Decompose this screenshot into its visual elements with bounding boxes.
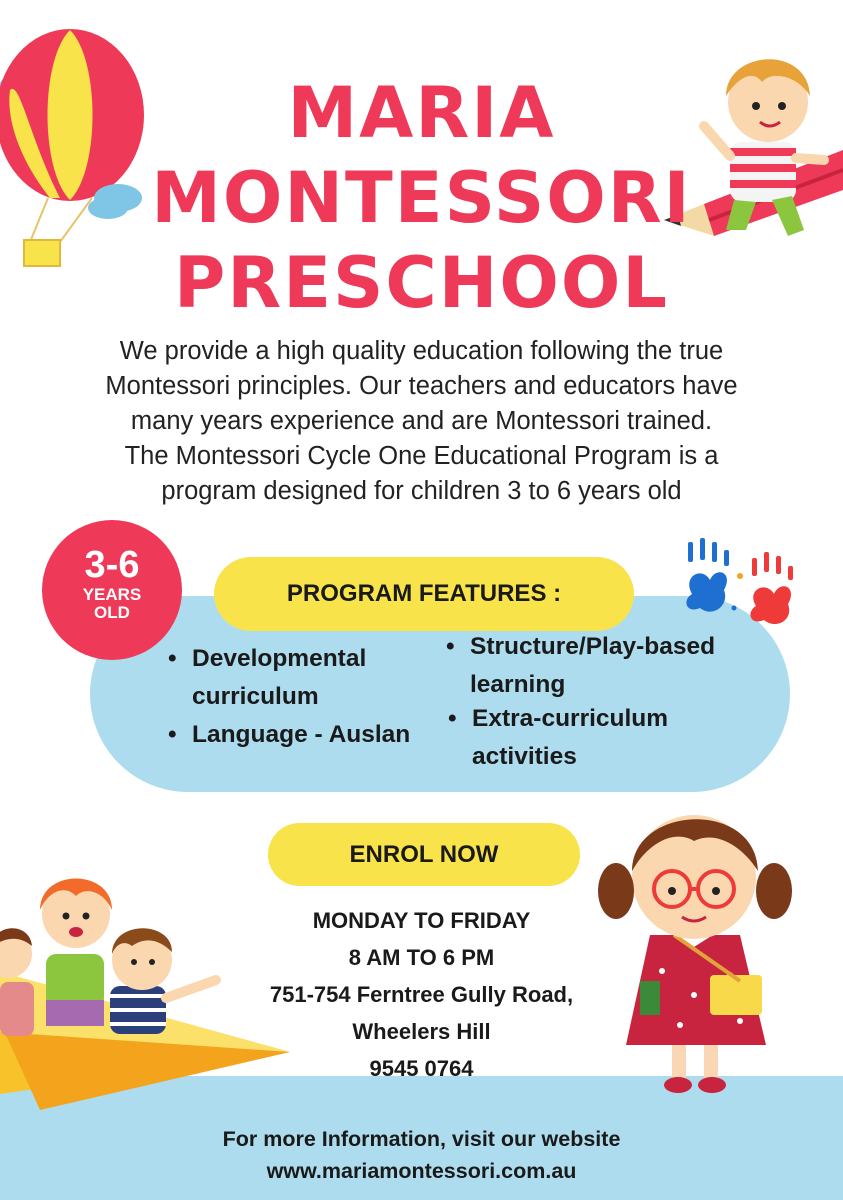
age-range: 3-6 — [84, 544, 140, 586]
feature-label: Extra-curriculum activities — [472, 705, 669, 770]
intro-line: program designed for children 3 to 6 years old — [161, 477, 682, 505]
feature-item — [446, 628, 760, 704]
bullet: • — [168, 645, 177, 672]
intro-paragraph — [70, 334, 773, 509]
age-label-old: OLD — [94, 603, 130, 622]
intro-line: Montessori principles. Our teachers and educators have — [105, 372, 738, 400]
feature-label: Developmental curriculum — [192, 645, 367, 710]
phone-number: 9545 0764 — [369, 1056, 474, 1081]
age-label-years: YEARS — [82, 585, 142, 604]
enrol-now-button[interactable]: ENROL NOW — [268, 823, 580, 886]
footer — [0, 1123, 843, 1187]
intro-line: many years experience and are Montessori trained. — [130, 407, 713, 435]
feature-item — [168, 640, 412, 716]
age-badge — [42, 520, 182, 660]
feature-item — [168, 716, 412, 754]
address-line-1: 751-754 Ferntree Gully Road, — [269, 982, 574, 1007]
title-line-3: PRESCHOOL — [173, 242, 669, 324]
contact-details — [0, 902, 843, 1087]
intro-line: We provide a high quality education following the true — [119, 337, 724, 365]
intro-line: The Montessori Cycle One Educational Program is a — [124, 442, 719, 470]
feature-label: Language - Auslan — [192, 721, 411, 748]
opening-hours: 8 AM TO 6 PM — [348, 945, 495, 970]
bullet: • — [168, 721, 177, 748]
bullet: • — [448, 705, 457, 732]
opening-days: MONDAY TO FRIDAY — [312, 908, 531, 933]
feature-item — [448, 700, 762, 776]
website-link[interactable]: www.mariamontessori.com.au — [266, 1159, 577, 1183]
footer-info-text: For more Information, visit our website — [222, 1127, 621, 1151]
feature-label: Structure/Play-based learning — [470, 633, 716, 698]
address-line-2: Wheelers Hill — [352, 1019, 491, 1044]
title-line-1: MARIA — [287, 72, 556, 154]
program-features-heading: PROGRAM FEATURES : — [214, 557, 634, 631]
title-line-2: MONTESSORI — [151, 157, 692, 239]
paint-hands-illustration — [676, 536, 806, 636]
bullet: • — [446, 633, 455, 660]
